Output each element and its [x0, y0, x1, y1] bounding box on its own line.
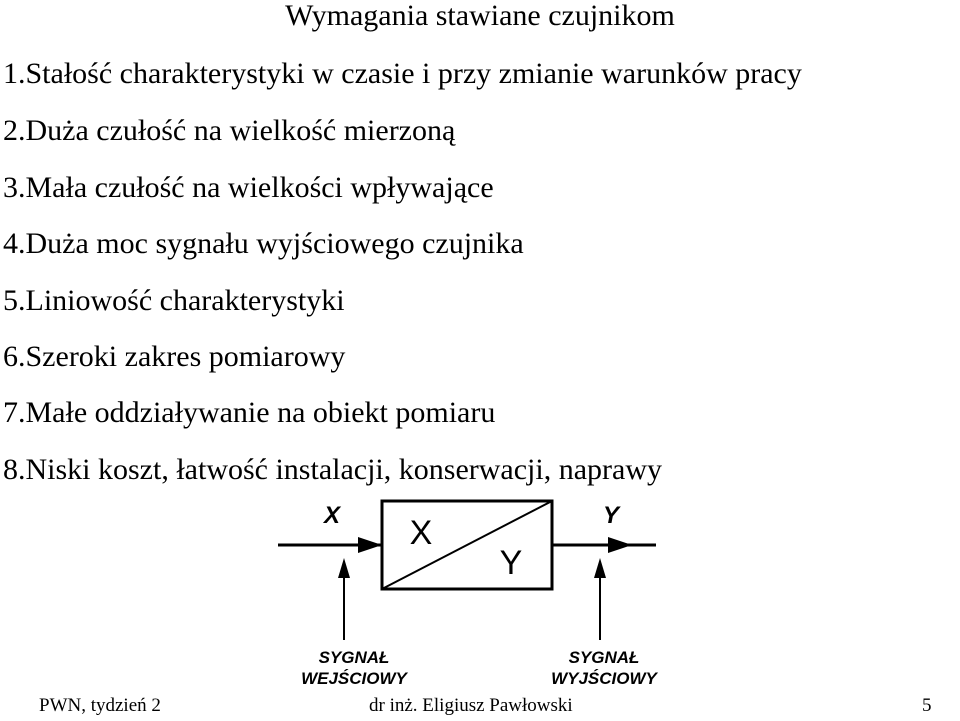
input-caption-line2: WEJŚCIOWY — [301, 669, 407, 688]
sensor-box-diagonal — [382, 501, 552, 589]
requirement-item-4: 4.Duża moc sygnału wyjściowego czujnika — [3, 227, 524, 260]
input-caption-arrowhead — [338, 558, 350, 578]
footer-course-week: PWN, tydzień 2 — [39, 695, 161, 716]
sensor-block-diagram — [0, 490, 960, 690]
output-caption-line1: SYGNAŁ — [568, 648, 640, 667]
input-signal-label: X — [323, 502, 341, 529]
requirement-item-5: 5.Liniowość charakterystyki — [3, 284, 345, 317]
box-lower-label: Y — [499, 544, 523, 582]
input-caption-line1: SYGNAŁ — [318, 648, 390, 667]
output-caption-line2: WYJŚCIOWY — [551, 669, 657, 688]
requirement-item-8: 8.Niski koszt, łatwość instalacji, konserwacji, naprawy — [3, 453, 663, 486]
requirement-item-2: 2.Duża czułość na wielkość mierzoną — [3, 114, 456, 147]
requirement-item-3: 3.Mała czułość na wielkości wpływające — [3, 171, 494, 204]
slide-title: Wymagania stawiane czujnikom — [285, 0, 675, 32]
requirement-item-1: 1.Stałość charakterystyki w czasie i przy zmianie warunków pracy — [3, 57, 802, 90]
requirement-item-6: 6.Szeroki zakres pomiarowy — [3, 340, 346, 373]
box-upper-label: X — [409, 514, 433, 552]
footer-author: dr inż. Eligiusz Pawłowski — [369, 695, 573, 716]
input-arrowhead — [358, 537, 382, 553]
requirement-item-7: 7.Małe oddziaływanie na obiekt pomiaru — [3, 396, 496, 429]
output-caption-arrowhead — [594, 558, 606, 578]
footer-page-number: 5 — [922, 695, 932, 716]
output-arrowhead — [608, 537, 632, 553]
output-signal-label: Y — [602, 502, 620, 529]
